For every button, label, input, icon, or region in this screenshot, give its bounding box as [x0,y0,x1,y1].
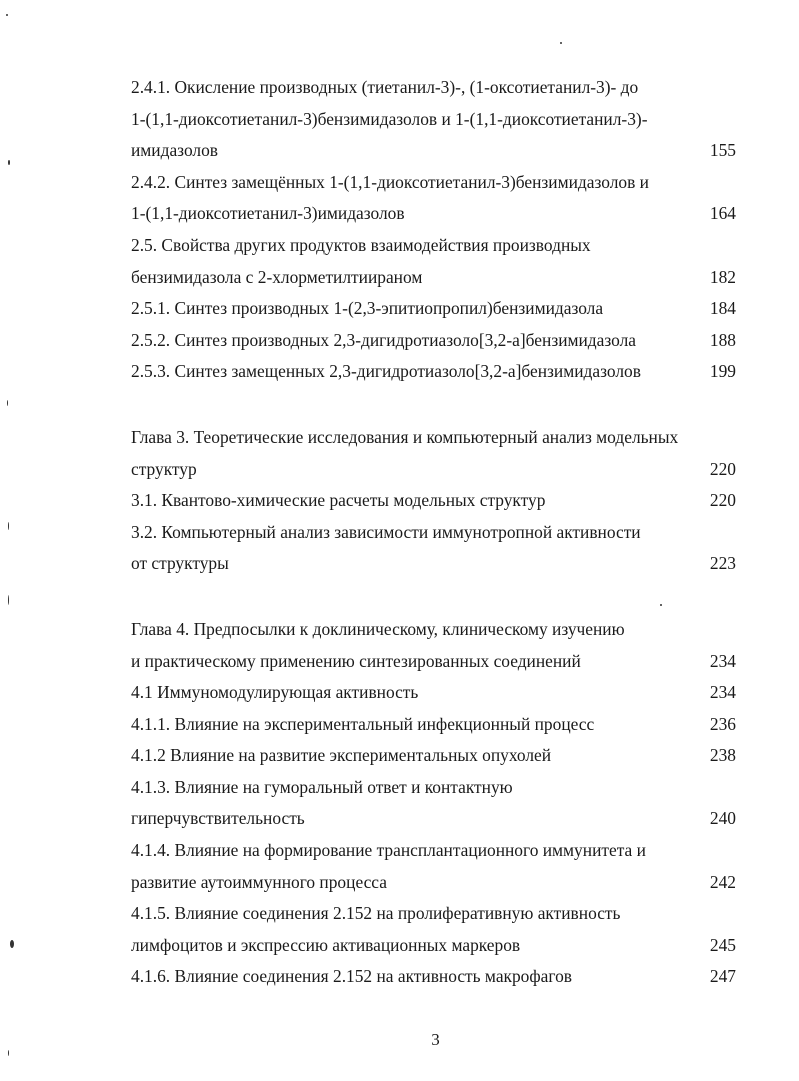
toc-entry-page: 240 [709,808,736,829]
toc-entry-text: 4.1.3. Влияние на гуморальный ответ и контактную [131,776,513,797]
toc-entry [131,898,736,930]
toc-group-chapter-2 [131,72,736,388]
toc-entry [131,614,736,646]
toc-entry-page: 155 [709,140,736,161]
toc-entry-text: 1-(1,1-диоксотиетанил-3)имидазолов [131,203,405,224]
toc-entry-text: 3.1. Квантово-химические расчеты модельных структур [131,490,546,511]
toc-entry-page: 236 [709,713,736,734]
toc-entry-page: 220 [709,458,736,479]
toc-group-chapter-3 [131,422,736,580]
toc-entry-text: 2.4.1. Окисление производных (тиетанил-3)-, (1-оксотиетанил-3)- до [131,77,639,97]
toc-entry-text: гиперчувствительность [131,808,305,829]
toc-entry-text: имидазолов [131,140,219,161]
toc-entry [131,867,736,899]
scan-speck [8,522,9,530]
toc-entry-text: 4.1.4. Влияние на формирование трансплантационного иммунитета и [131,840,646,861]
toc-entry [131,167,736,199]
scan-speck [560,42,562,44]
scan-speck [8,160,10,165]
toc-entry [131,72,736,104]
toc-entry-text: 2.5. Свойства других продуктов взаимодействия производных [131,234,591,255]
toc-entry-text: 1-(1,1-диоксотиетанил-3)бензимидазолов и 1-(1,1-диоксотиетанил-3)- [131,108,648,129]
toc-entry-text: 2.4.2. Синтез замещённых 1-(1,1-диоксотиетанил-3)бензимидазолов и [131,171,649,192]
toc-entry [131,961,736,993]
toc-entry [131,230,736,262]
scan-speck [7,400,8,406]
toc-entry-page: 234 [709,650,736,671]
toc-entry [131,517,736,549]
toc-entry [131,803,736,835]
toc-entry-page: 199 [709,361,736,382]
toc-entry-page: 184 [709,298,736,319]
toc-entry-text: 4.1.2 Влияние на развитие экспериментальных опухолей [131,745,552,766]
toc-entry [131,325,736,357]
toc-entry [131,104,736,136]
scan-speck [660,604,662,606]
toc-entry-page: 245 [709,934,736,955]
toc-entry [131,709,736,741]
toc-entry-page: 242 [709,871,736,892]
toc-entry-text: Глава 3. Теоретические исследования и компьютерный анализ модельных [131,426,679,447]
toc-entry [131,930,736,962]
toc-entry-text: 4.1.6. Влияние соединения 2.152 на активность макрофагов [131,966,572,987]
scan-speck [8,1050,9,1056]
toc-entry-text: 4.1.5. Влияние соединения 2.152 на пролиферативную активность [131,903,621,924]
scan-speck [8,595,9,605]
toc-entry [131,135,736,167]
toc-entry-text: и практическому применению синтезированных соединений [131,650,581,671]
toc-entry [131,198,736,230]
table-of-contents [131,72,736,993]
toc-entry [131,548,736,580]
toc-entry-text: структур [131,458,197,479]
scan-speck [6,14,8,16]
toc-entry-text: 4.1 Иммуномодулирующая активность [131,682,419,703]
toc-entry-text: 4.1.1. Влияние на экспериментальный инфекционный процесс [131,713,595,734]
toc-entry [131,772,736,804]
toc-entry [131,677,736,709]
toc-entry-text: от структуры [131,553,229,574]
toc-entry [131,835,736,867]
toc-entry-page: 234 [709,682,736,703]
toc-entry [131,293,736,325]
toc-entry [131,740,736,772]
toc-entry [131,356,736,388]
toc-entry-page: 182 [709,266,736,287]
section-gap [131,580,736,614]
toc-entry-text: 2.5.3. Синтез замещенных 2,3-дигидротиазоло[3,2-а]бензимидазолов [131,361,641,382]
toc-entry [131,262,736,294]
toc-entry-page: 188 [709,329,736,350]
toc-entry-page: 223 [709,553,736,574]
toc-entry [131,646,736,678]
section-gap [131,388,736,422]
toc-entry-page: 164 [709,203,736,224]
toc-entry [131,422,736,454]
page-number: 3 [431,1030,440,1049]
toc-entry-text: Глава 4. Предпосылки к доклиническому, клиническому изучению [131,618,625,639]
toc-entry-page: 220 [709,490,736,511]
toc-group-chapter-4 [131,614,736,993]
scan-speck [10,940,14,948]
toc-entry [131,485,736,517]
toc-entry-text: 3.2. Компьютерный анализ зависимости иммунотропной активности [131,521,641,542]
toc-entry-text: лимфоцитов и экспрессию активационных маркеров [131,934,521,955]
toc-entry-text: 2.5.1. Синтез производных 1-(2,3-эпитиопропил)бензимидазола [131,298,604,319]
toc-entry-text: 2.5.2. Синтез производных 2,3-дигидротиазоло[3,2-а]бензимидазола [131,329,637,350]
toc-entry-page: 238 [709,745,736,766]
toc-entry-text: развитие аутоиммунного процесса [131,871,387,892]
toc-entry-text: бензимидазола с 2-хлорметилтиираном [131,266,423,287]
toc-entry-page: 247 [709,966,736,987]
toc-entry [131,454,736,486]
